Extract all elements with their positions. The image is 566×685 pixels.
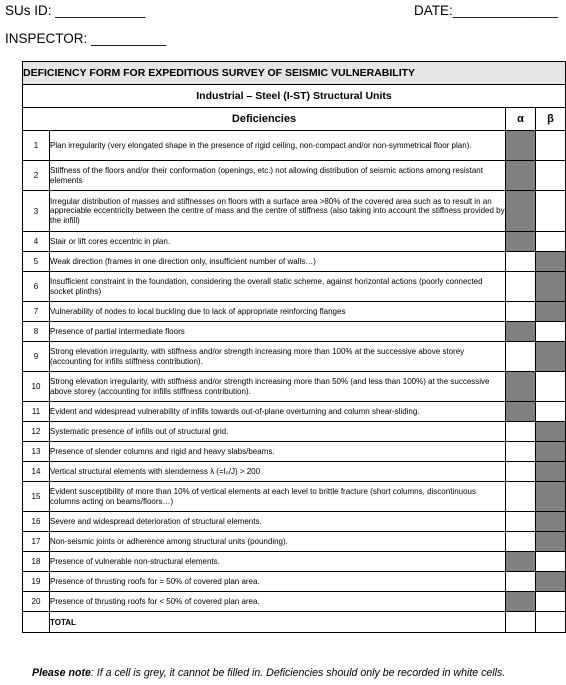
note-text [32,667,505,679]
table-row [23,322,566,342]
table-row [23,482,566,512]
alpha-header: α [506,108,536,131]
date-field: DATE:______________ [414,3,558,18]
row-number: 14 [23,462,50,482]
alpha-cell [506,592,536,612]
table-row [23,462,566,482]
table-row [23,592,566,612]
deficiency-description: Presence of partial intermediate floors [50,322,506,342]
beta-cell[interactable] [536,161,566,191]
alpha-cell [506,372,536,402]
row-number: 11 [23,402,50,422]
alpha-cell [506,232,536,252]
row-number: 12 [23,422,50,442]
row-number: 6 [23,272,50,302]
alpha-cell[interactable] [506,342,536,372]
table-row [23,302,566,322]
deficiency-description: Plan irregularity (very elongated shape in the presence of rigid ceiling, non-compact and/or non-symmetrical floor plan). [50,131,506,161]
beta-cell [536,342,566,372]
beta-cell[interactable] [536,232,566,252]
row-number: 16 [23,512,50,532]
note-body: : If a cell is grey, it cannot be filled in. Deficiencies should only be recorded in white cells. [90,667,506,679]
table-row [23,442,566,462]
beta-cell[interactable] [536,592,566,612]
deficiency-description: Irregular distribution of masses and stiffnesses on floors with a surface area >80% of the covered area such as to result in an appreciable eccentricity between the centre of mass and the centre of stiffness (also taking into account the stiffness provided by the infill) [50,191,506,232]
beta-cell [536,512,566,532]
beta-cell[interactable] [536,191,566,232]
deficiency-form-table [22,61,566,633]
table-row [23,552,566,572]
deficiency-description: Evident and widespread vulnerability of infills towards out-of-plane overturning and column shear-sliding. [50,402,506,422]
alpha-cell[interactable] [506,532,536,552]
beta-total-cell[interactable] [536,612,566,633]
beta-cell [536,442,566,462]
beta-cell [536,422,566,442]
alpha-cell [506,552,536,572]
row-number: 3 [23,191,50,232]
alpha-cell[interactable] [506,252,536,272]
deficiency-description: Vertical structural elements with slenderness λ (=l₀/J) > 200 [50,462,506,482]
row-number: 7 [23,302,50,322]
deficiency-description: Non-seismic joints or adherence among structural units (pounding). [50,532,506,552]
row-number: 15 [23,482,50,512]
deficiency-description: Evident susceptibility of more than 10% of vertical elements at each level to brittle fracture (short columns, discontinuous columns acting on beams/floors…) [50,482,506,512]
alpha-cell[interactable] [506,482,536,512]
deficiency-description: Systematic presence of infills out of structural grid. [50,422,506,442]
alpha-total-cell[interactable] [506,612,536,633]
beta-cell[interactable] [536,131,566,161]
deficiency-description: Presence of thrusting roofs for < 50% of covered plan area. [50,592,506,612]
alpha-cell [506,131,536,161]
alpha-cell [506,322,536,342]
beta-cell[interactable] [536,402,566,422]
beta-cell [536,532,566,552]
sus-id-field: SUs ID: ____________ [5,3,146,18]
beta-cell [536,252,566,272]
row-number: 8 [23,322,50,342]
alpha-cell [506,161,536,191]
total-row [23,612,566,633]
table-row [23,131,566,161]
alpha-cell[interactable] [506,442,536,462]
row-number: 13 [23,442,50,462]
alpha-cell[interactable] [506,422,536,442]
beta-cell[interactable] [536,552,566,572]
table-row [23,191,566,232]
table-row [23,372,566,402]
row-number: 5 [23,252,50,272]
table-row [23,572,566,592]
alpha-cell[interactable] [506,302,536,322]
deficiency-description: Presence of slender columns and rigid and heavy slabs/beams. [50,442,506,462]
row-number: 1 [23,131,50,161]
table-row [23,342,566,372]
row-number: 10 [23,372,50,402]
alpha-cell [506,402,536,422]
note-label: Please note [32,667,91,679]
total-label: TOTAL [50,612,506,633]
table-row [23,402,566,422]
row-number: 4 [23,232,50,252]
form-subtitle: Industrial – Steel (I-ST) Structural Units [23,85,566,108]
deficiency-description: Strong elevation irregularity, with stiffness and/or strength increasing more than 100% at the successive above storey (accounting for infills stiffness contribution). [50,342,506,372]
row-number: 9 [23,342,50,372]
beta-cell [536,572,566,592]
beta-cell [536,482,566,512]
beta-cell[interactable] [536,322,566,342]
row-number: 18 [23,552,50,572]
beta-cell [536,272,566,302]
row-number: 17 [23,532,50,552]
deficiency-description: Vulnerability of nodes to local buckling due to lack of appropriate reinforcing flanges [50,302,506,322]
deficiency-description: Presence of vulnerable non-structural elements. [50,552,506,572]
deficiency-description: Strong elevation irregularity, with stiffness and/or strength increasing more than 50% (and less than 100%) at the successive above storey (accounting for infills stiffness contribution). [50,372,506,402]
beta-cell [536,462,566,482]
table-row [23,422,566,442]
table-row [23,272,566,302]
table-row [23,252,566,272]
alpha-cell[interactable] [506,512,536,532]
deficiency-description: Stair or lift cores eccentric in plan. [50,232,506,252]
deficiency-description: Weak direction (frames in one direction only, insufficient number of walls…) [50,252,506,272]
table-row [23,532,566,552]
beta-header: β [536,108,566,131]
inspector-field: INSPECTOR: __________ [5,31,167,46]
beta-cell [536,302,566,322]
row-number: 20 [23,592,50,612]
alpha-cell [506,191,536,232]
table-row [23,232,566,252]
alpha-cell[interactable] [506,572,536,592]
beta-cell[interactable] [536,372,566,402]
deficiency-description: Insufficient constraint in the foundation, considering the overall static scheme, against horizontal actions (poorly connected socket plinths) [50,272,506,302]
total-spacer [23,612,50,633]
alpha-cell[interactable] [506,272,536,302]
deficiencies-header: Deficiencies [23,108,506,131]
row-number: 2 [23,161,50,191]
deficiency-description: Presence of thrusting roofs for = 50% of covered plan area. [50,572,506,592]
deficiency-description: Severe and widespread deterioration of structural elements. [50,512,506,532]
deficiency-description: Stiffness of the floors and/or their conformation (openings, etc.) not allowing distribution of seismic actions among resistant elements [50,161,506,191]
row-number: 19 [23,572,50,592]
form-title: DEFICIENCY FORM FOR EXPEDITIOUS SURVEY OF SEISMIC VULNERABILITY [23,62,566,85]
alpha-cell[interactable] [506,462,536,482]
table-row [23,512,566,532]
table-row [23,161,566,191]
